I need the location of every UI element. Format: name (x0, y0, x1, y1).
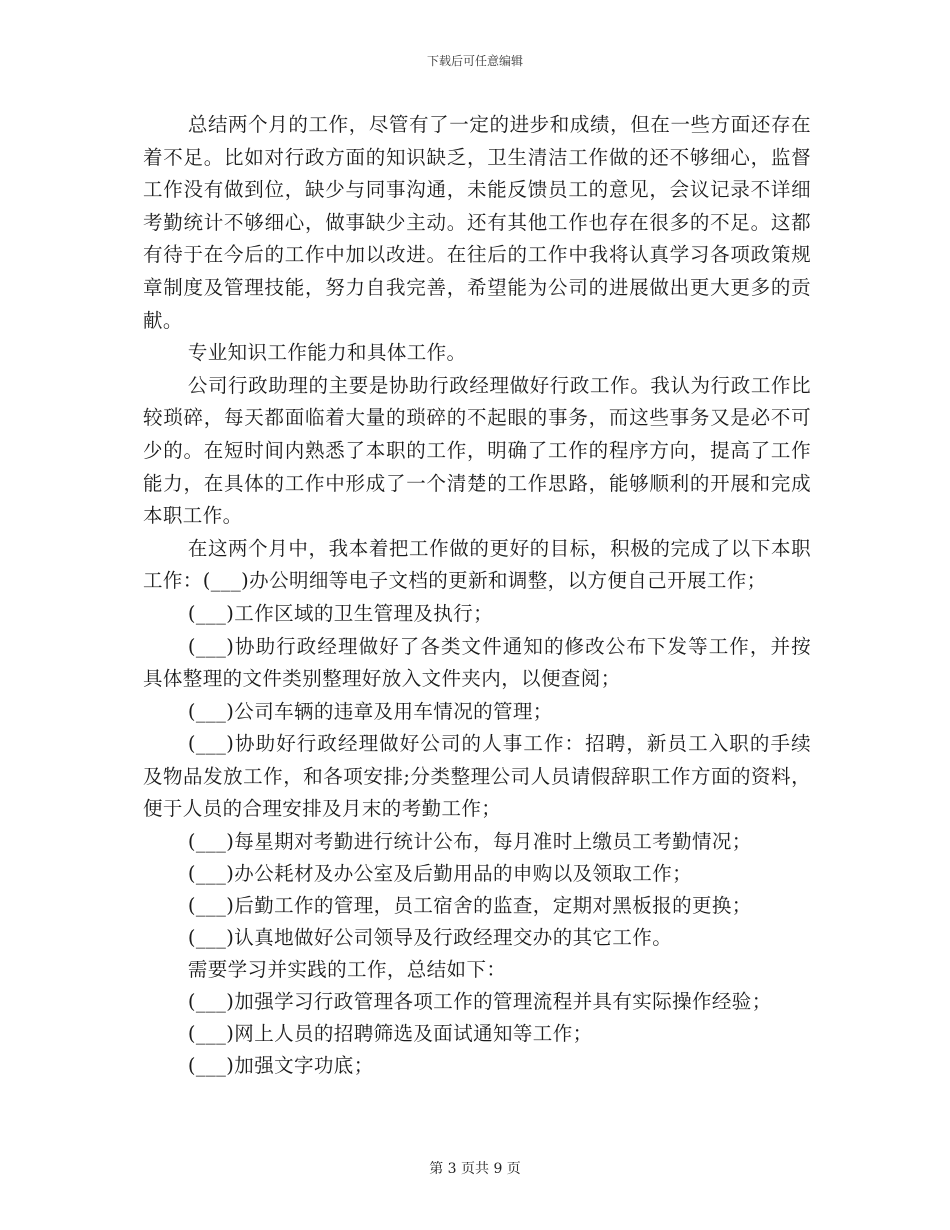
list-item: (___)工作区域的卫生管理及执行； (187, 601, 494, 625)
list-item: (___)办公耗材及办公室及后勤用品的申购以及领取工作； (187, 862, 693, 886)
paragraph-duties-intro: 在这两个月中，我本着把工作做的更好的目标，积极的完成了以下本职工作：(___)办公明细等电子文档的更新和调整，以方便自己开展工作； (143, 536, 811, 593)
page-footer: 第 3 页共 9 页 (429, 1161, 521, 1177)
list-item: (___)认真地做好公司领导及行政经理交办的其它工作。 (187, 926, 673, 950)
document-body (143, 109, 811, 1082)
list-item: (___)协助好行政经理做好公司的人事工作：招聘，新员工入职的手续及物品发放工作，和各项安排;分类整理公司人员请假辞职工作方面的资料，便于人员的合理安排及月末的考勤工作； (143, 732, 811, 821)
paragraph-role-description: 公司行政助理的主要是协助行政经理做好行政工作。我认为行政工作比较琐碎，每天都面临着大量的琐碎的不起眼的事务，而这些事务又是必不可少的。在短时间内熟悉了本职的工作，明确了工作的程序方向，提高了工作能力，在具体的工作中形成了一个清楚的工作思路，能够顺利的开展和完成本职工作。 (143, 373, 811, 528)
list-item: (___)加强学习行政管理各项工作的管理流程并具有实际操作经验； (187, 990, 772, 1014)
paragraph-summary: 总结两个月的工作，尽管有了一定的进步和成绩，但在一些方面还存在着不足。比如对行政方面的知识缺乏，卫生清洁工作做的还不够细心，监督工作没有做到位，缺少与同事沟通，未能反馈员工的意见，会议记录不详细考勤统计不够细心，做事缺少主动。还有其他工作也存在很多的不足。这都有待于在今后的工作中加以改进。在往后的工作中我将认真学习各项政策规章制度及管理技能，努力自我完善，希望能为公司的进展做出更大更多的贡献。 (143, 113, 811, 332)
page-header: 下载后可任意编辑 (426, 54, 523, 68)
list-item: (___)公司车辆的违章及用车情况的管理； (187, 699, 553, 723)
list-item: (___)网上人员的招聘筛选及面试通知等工作； (187, 1022, 593, 1046)
list-item: (___)后勤工作的管理，员工宿舍的监查，定期对黑板报的更换； (187, 894, 752, 918)
paragraph-section-heading: 专业知识工作能力和具体工作。 (187, 341, 467, 365)
paragraph-learning-intro: 需要学习并实践的工作，总结如下： (187, 958, 507, 982)
list-item: (___)协助行政经理做好了各类文件通知的修改公布下发等工作，并按具体整理的文件类别整理好放入文件夹内，以便查阅； (143, 634, 811, 691)
list-item: (___)加强文字功底； (187, 1054, 374, 1078)
list-item: (___)每星期对考勤进行统计公布，每月准时上缴员工考勤情况； (187, 830, 752, 854)
